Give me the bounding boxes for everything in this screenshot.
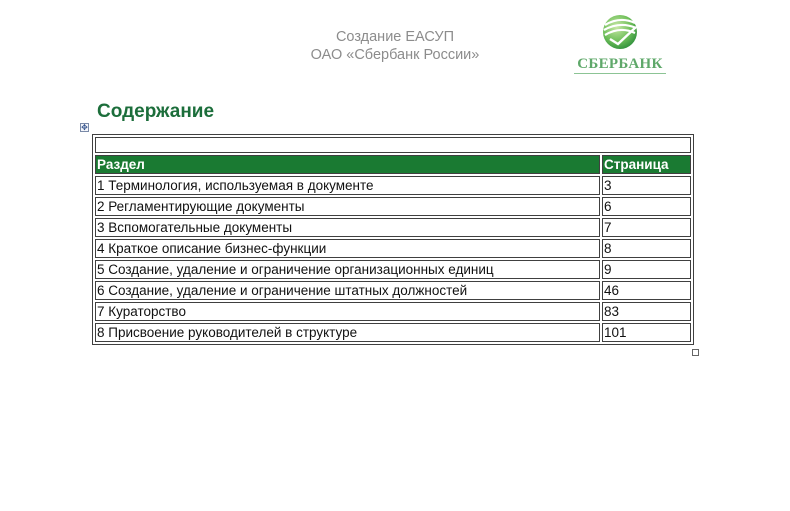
blank-cell[interactable]	[95, 137, 691, 153]
table-row	[95, 239, 691, 258]
table-row	[95, 218, 691, 237]
page-cell[interactable]: 7	[602, 218, 691, 237]
table-row	[95, 281, 691, 300]
page-cell[interactable]: 9	[602, 260, 691, 279]
toc-table	[92, 134, 694, 345]
section-cell[interactable]: 6 Создание, удаление и ограничение штатных должностей	[95, 281, 600, 300]
section-cell[interactable]: 8 Присвоение руководителей в структуре	[95, 323, 600, 342]
header-line-2: ОАО «Сбербанк России»	[310, 47, 480, 63]
table-blank-row	[95, 137, 691, 153]
section-cell[interactable]: 3 Вспомогательные документы	[95, 218, 600, 237]
page-cell[interactable]: 46	[602, 281, 691, 300]
header-line-1: Создание ЕАСУП	[335, 29, 455, 45]
sberbank-emblem-icon	[600, 14, 640, 50]
column-header-section: Раздел	[95, 155, 600, 174]
logo-wordmark: СБЕРБАНК	[574, 56, 666, 74]
section-cell[interactable]: 4 Краткое описание бизнес-функции	[95, 239, 600, 258]
document-header	[260, 28, 530, 64]
sberbank-logo	[570, 12, 670, 76]
section-cell[interactable]: 7 Кураторство	[95, 302, 600, 321]
toc-title: Содержание	[97, 101, 215, 122]
section-cell[interactable]: 2 Регламентирующие документы	[95, 197, 600, 216]
page-cell[interactable]: 6	[602, 197, 691, 216]
page-cell[interactable]: 8	[602, 239, 691, 258]
section-cell[interactable]: 1 Терминология, используемая в документе	[95, 176, 600, 195]
table-row	[95, 302, 691, 321]
table-resize-handle[interactable]	[692, 349, 699, 356]
page-cell[interactable]: 3	[602, 176, 691, 195]
section-cell[interactable]: 5 Создание, удаление и ограничение организационных единиц	[95, 260, 600, 279]
table-row	[95, 323, 691, 342]
table-move-handle-icon[interactable]: ✥	[81, 123, 88, 132]
page-cell[interactable]: 101	[602, 323, 691, 342]
page-cell[interactable]: 83	[602, 302, 691, 321]
table-row	[95, 176, 691, 195]
column-header-page: Страница	[602, 155, 691, 174]
table-row	[95, 260, 691, 279]
table-header-row	[95, 155, 691, 174]
table-row	[95, 197, 691, 216]
